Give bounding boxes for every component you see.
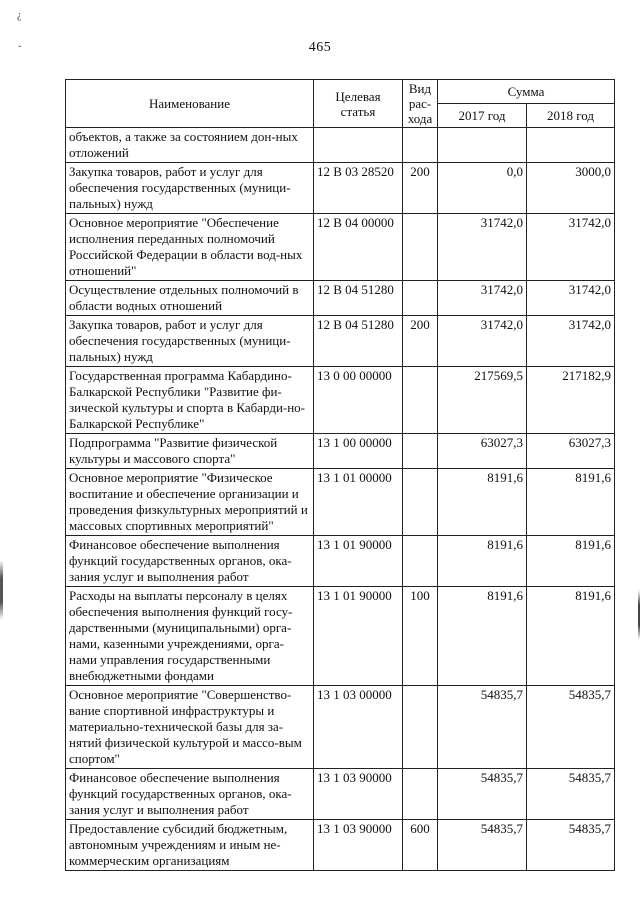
row-expense-kind-cell [403, 367, 438, 434]
row-name-cell: Основное мероприятие "Физическое воспитание и обеспечение организации и проведения физкультурных мероприятий и массовых спортивных мероприятий" [66, 469, 314, 536]
scan-mark: ¿ [17, 10, 22, 21]
row-sum-2017-cell: 8191,6 [438, 536, 527, 587]
row-expense-kind-cell [403, 686, 438, 769]
row-sum-2017-cell [438, 128, 527, 163]
table-row [66, 214, 615, 281]
row-name-cell: Подпрограмма "Развитие физической культуры и массового спорта" [66, 434, 314, 469]
row-sum-2017-cell: 8191,6 [438, 469, 527, 536]
table-row [66, 316, 615, 367]
row-target-code-cell: 13 1 00 00000 [314, 434, 403, 469]
row-expense-kind-cell: 600 [403, 820, 438, 871]
row-sum-2017-cell: 31742,0 [438, 316, 527, 367]
row-name-cell: Основное мероприятие "Совершенство-вание спортивной инфраструктуры и материально-технической базы для за-нятий физической культурой и массо-вым спортом" [66, 686, 314, 769]
row-expense-kind-cell [403, 214, 438, 281]
scan-mark: ˇ [18, 45, 22, 56]
header-sum: Сумма [438, 80, 615, 104]
row-sum-2017-cell: 31742,0 [438, 214, 527, 281]
header-year-2017: 2017 год [438, 104, 527, 128]
scan-edge-shadow [0, 560, 3, 620]
row-sum-2018-cell: 8191,6 [527, 587, 615, 686]
row-sum-2017-cell: 31742,0 [438, 281, 527, 316]
row-sum-2018-cell: 31742,0 [527, 214, 615, 281]
row-name-cell: Предоставление субсидий бюджетным, автономным учреждениям и иным не-коммерческим организациям [66, 820, 314, 871]
header-expense-kind: Вид рас-хода [403, 80, 438, 128]
table-row [66, 163, 615, 214]
table-row [66, 686, 615, 769]
row-expense-kind-cell [403, 469, 438, 536]
row-sum-2018-cell: 54835,7 [527, 820, 615, 871]
table-row [66, 587, 615, 686]
row-sum-2018-cell: 31742,0 [527, 316, 615, 367]
row-sum-2017-cell: 217569,5 [438, 367, 527, 434]
row-sum-2017-cell: 63027,3 [438, 434, 527, 469]
row-expense-kind-cell [403, 536, 438, 587]
row-name-cell: Основное мероприятие "Обеспечение исполнения переданных полномочий Российской Федерации в области вод-ных отношений" [66, 214, 314, 281]
row-name-cell: Закупка товаров, работ и услуг для обеспечения государственных (муници-пальных) нужд [66, 163, 314, 214]
row-expense-kind-cell [403, 434, 438, 469]
row-target-code-cell: 13 1 01 00000 [314, 469, 403, 536]
row-expense-kind-cell [403, 128, 438, 163]
table-row [66, 469, 615, 536]
row-sum-2018-cell [527, 128, 615, 163]
row-target-code-cell [314, 128, 403, 163]
row-sum-2017-cell: 54835,7 [438, 769, 527, 820]
row-target-code-cell: 13 1 01 90000 [314, 587, 403, 686]
row-target-code-cell: 13 1 03 90000 [314, 769, 403, 820]
row-target-code-cell: 13 1 03 90000 [314, 820, 403, 871]
row-sum-2018-cell: 8191,6 [527, 469, 615, 536]
row-name-cell: Осуществление отдельных полномочий в области водных отношений [66, 281, 314, 316]
header-year-2018: 2018 год [527, 104, 615, 128]
row-expense-kind-cell [403, 769, 438, 820]
row-sum-2018-cell: 54835,7 [527, 769, 615, 820]
row-sum-2018-cell: 31742,0 [527, 281, 615, 316]
row-target-code-cell: 13 1 01 90000 [314, 536, 403, 587]
table-body [66, 128, 615, 871]
row-name-cell: Государственная программа Кабардино-Балкарской Республики "Развитие фи-зической культуры и спорта в Кабарди-но-Балкарской Республике" [66, 367, 314, 434]
budget-table [65, 79, 615, 871]
page-number: 465 [308, 40, 332, 55]
row-name-cell: Финансовое обеспечение выполнения функций государственных органов, ока-зания услуг и выполнения работ [66, 536, 314, 587]
row-name-cell: объектов, а также за состоянием дон-ных отложений [66, 128, 314, 163]
row-sum-2018-cell: 217182,9 [527, 367, 615, 434]
table-header [66, 80, 615, 128]
row-expense-kind-cell [403, 281, 438, 316]
row-name-cell: Закупка товаров, работ и услуг для обеспечения государственных (муници-пальных) нужд [66, 316, 314, 367]
table-row [66, 281, 615, 316]
table-row [66, 128, 615, 163]
header-name: Наименование [66, 80, 314, 128]
row-sum-2017-cell: 8191,6 [438, 587, 527, 686]
row-name-cell: Финансовое обеспечение выполнения функций государственных органов, ока-зания услуг и выполнения работ [66, 769, 314, 820]
row-target-code-cell: 13 0 00 00000 [314, 367, 403, 434]
row-sum-2018-cell: 8191,6 [527, 536, 615, 587]
row-target-code-cell: 12 В 04 00000 [314, 214, 403, 281]
row-sum-2018-cell: 3000,0 [527, 163, 615, 214]
row-sum-2017-cell: 0,0 [438, 163, 527, 214]
row-expense-kind-cell: 100 [403, 587, 438, 686]
header-target-article: Целевая статья [314, 80, 403, 128]
row-target-code-cell: 12 В 04 51280 [314, 316, 403, 367]
table-row [66, 367, 615, 434]
row-expense-kind-cell: 200 [403, 316, 438, 367]
row-sum-2017-cell: 54835,7 [438, 686, 527, 769]
table-row [66, 536, 615, 587]
row-sum-2018-cell: 54835,7 [527, 686, 615, 769]
row-target-code-cell: 13 1 03 00000 [314, 686, 403, 769]
row-sum-2018-cell: 63027,3 [527, 434, 615, 469]
table-row [66, 769, 615, 820]
row-expense-kind-cell: 200 [403, 163, 438, 214]
row-target-code-cell: 12 В 04 51280 [314, 281, 403, 316]
table-row [66, 434, 615, 469]
row-sum-2017-cell: 54835,7 [438, 820, 527, 871]
row-target-code-cell: 12 В 03 28520 [314, 163, 403, 214]
row-name-cell: Расходы на выплаты персоналу в целях обеспечения выполнения функций госу-дарственными (муниципальными) орга-нами, казенными учреждениями, орга-нами управления государственными внебюджетными фондами [66, 587, 314, 686]
table-row [66, 820, 615, 871]
